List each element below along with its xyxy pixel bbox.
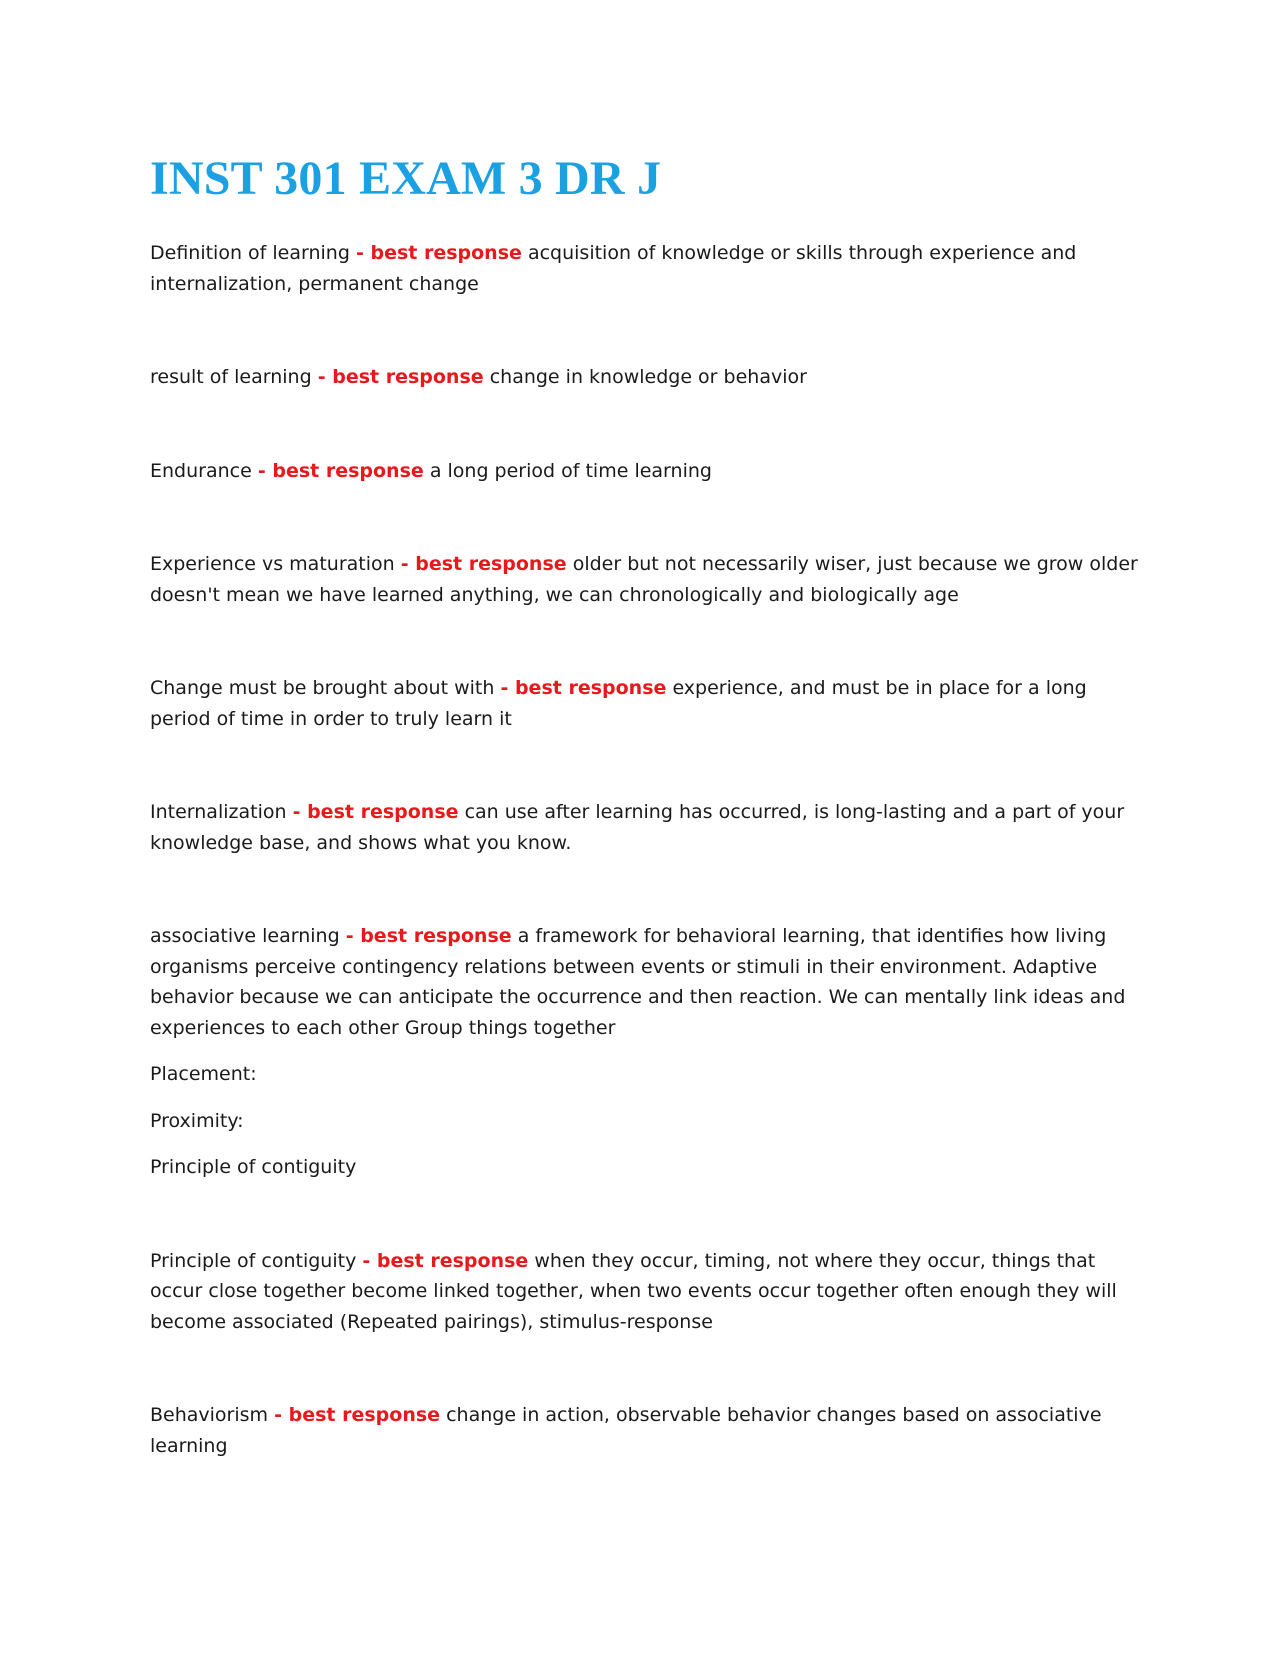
entry-term: Behaviorism bbox=[150, 1404, 269, 1426]
best-response-label: - best response bbox=[362, 1249, 529, 1272]
flashcard-entry bbox=[150, 456, 1140, 487]
entry-term: associative learning bbox=[150, 925, 340, 947]
entry-answer: change in action, observable behavior changes based on associative learning bbox=[150, 1404, 1102, 1457]
note-line: Proximity: bbox=[150, 1109, 244, 1132]
entry-answer: experience, and must be in place for a long period of time in order to truly learn it bbox=[150, 677, 1087, 730]
best-response-label: - best response bbox=[345, 925, 512, 947]
entry-term: Endurance bbox=[150, 459, 252, 482]
flashcard-entry bbox=[150, 1246, 1140, 1338]
flashcard-entry bbox=[150, 921, 1140, 1043]
entry-answer: when they occur, timing, not where they occur, things that occur close together become linked together, when two events occur together often enough they will become associated (Repeated pairings), stimulus-response bbox=[150, 1249, 1117, 1333]
entry-term: Definition of learning bbox=[150, 242, 350, 264]
flashcard-entry bbox=[150, 1400, 1140, 1461]
flashcard-entry bbox=[150, 549, 1140, 610]
best-response-label: - best response bbox=[355, 242, 522, 264]
flashcard-entry bbox=[150, 362, 1140, 393]
best-response-label: - best response bbox=[317, 366, 484, 388]
document-title: INST 301 EXAM 3 DR J bbox=[150, 152, 662, 205]
best-response-label: - best response bbox=[500, 677, 667, 699]
best-response-label: - best response bbox=[400, 553, 567, 575]
best-response-label: - best response bbox=[257, 459, 424, 482]
best-response-label: - best response bbox=[292, 801, 459, 823]
entry-answer: a long period of time learning bbox=[429, 459, 712, 482]
note-line: Placement: bbox=[150, 1063, 257, 1085]
entry-term: Change must be brought about with bbox=[150, 677, 495, 699]
entry-term: Principle of contiguity bbox=[150, 1249, 357, 1272]
flashcard-entry bbox=[150, 238, 1140, 299]
entry-answer: older but not necessarily wiser, just because we grow older doesn't mean we have learned anything, we can chronologically and biologically age bbox=[150, 553, 1138, 606]
entry-answer: change in knowledge or behavior bbox=[489, 366, 807, 388]
entry-answer: acquisition of knowledge or skills through experience and internalization, permanent change bbox=[150, 242, 1077, 295]
entry-term: result of learning bbox=[150, 366, 312, 388]
entry-term: Experience vs maturation bbox=[150, 553, 395, 575]
note-line: Principle of contiguity bbox=[150, 1156, 357, 1178]
entry-term: Internalization bbox=[150, 801, 287, 823]
flashcard-entry bbox=[150, 673, 1140, 734]
document-page bbox=[150, 150, 1140, 1524]
entry-answer: can use after learning has occurred, is long-lasting and a part of your knowledge base, and shows what you know. bbox=[150, 801, 1125, 854]
flashcard-entry bbox=[150, 797, 1140, 858]
entry-answer: a framework for behavioral learning, that identifies how living organisms perceive contingency relations between events or stimuli in their environment. Adaptive behavior because we can anticipate the occurrence and then reaction. We can mentally link ideas and experiences to each other Group things together bbox=[150, 925, 1126, 1039]
best-response-label: - best response bbox=[274, 1404, 441, 1426]
